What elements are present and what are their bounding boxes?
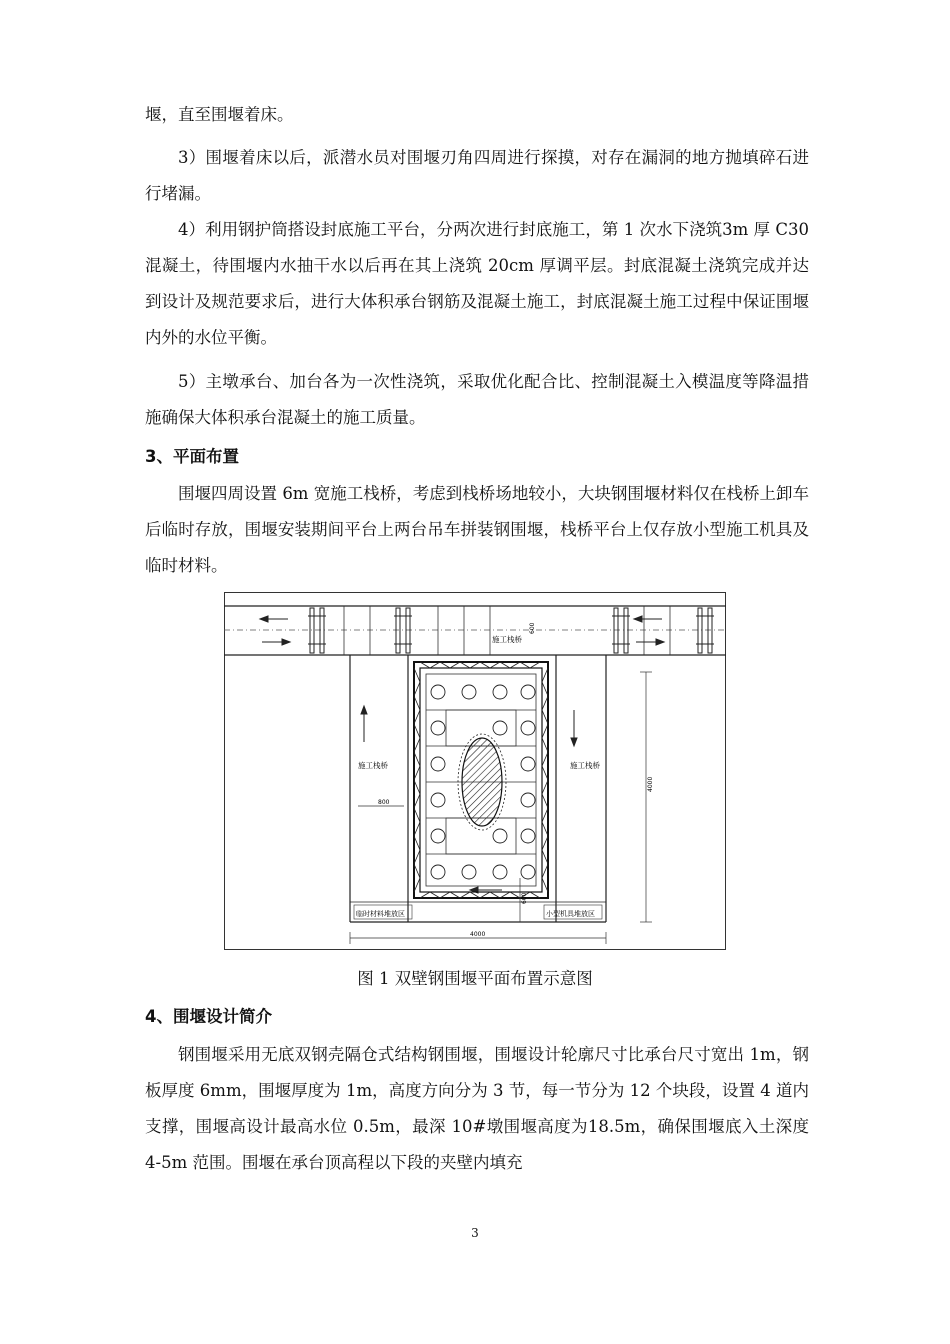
figure-caption: 图 1 双壁钢围堰平面布置示意图	[357, 969, 593, 988]
paragraph-item-4: 4）利用钢护筒搭设封底施工平台，分两次进行封底施工，第 1 次水下浇筑3m 厚 C30 混凝土，待围堰内水抽干水以后再在其上浇筑 20cm 厚调平层。封底混凝土浇筑完成并达到设计及规范要求后，进行大体积承台钢筋及混凝土施工，封底混凝土施工过程中保证围堰内外的水位平衡。	[145, 220, 809, 347]
dim-right: 4000	[647, 776, 654, 792]
dim-left: 800	[378, 799, 390, 806]
paragraph-item-5: 5）主墩承台、加台各为一次性浇筑，采取优化配合比、控制混凝土入模温度等降温措施确保大体积承台混凝土的施工质量。	[145, 372, 809, 427]
layout-diagram	[224, 592, 726, 950]
label-storage-right: 小型机具堆放区	[546, 910, 595, 918]
dim-bottom-small: 600	[521, 892, 528, 904]
paragraph-layout: 围堰四周设置 6m 宽施工栈桥，考虑到栈桥场地较小，大块钢围堰材料仅在栈桥上卸车后临时存放，围堰安装期间平台上两台吊车拼装钢围堰，栈桥平台上仅存放小型施工机具及临时材料。	[145, 484, 809, 575]
section-heading-layout: 3、平面布置	[145, 447, 239, 466]
layout-diagram-svg	[224, 592, 726, 950]
dim-top: 600	[529, 622, 536, 634]
paragraph-design: 钢围堰采用无底双钢壳隔仓式结构钢围堰，围堰设计轮廓尺寸比承台尺寸宽出 1m，钢板厚度 6mm，围堰厚度为 1m，高度方向分为 3 节，每一节分为 12 个块段，设置 4 道内支撑，围堰高设计最高水位 0.5m，最深 10#墩围堰高度为18.5m，确保围堰底入土深度 4-5m 范围。围堰在承台顶高程以下段的夹壁内填充	[145, 1045, 809, 1172]
label-left-bridge: 施工栈桥	[358, 761, 388, 770]
paragraph-continuation: 堰，直至围堰着床。	[145, 105, 294, 124]
section-heading-design: 4、围堰设计简介	[145, 1007, 272, 1026]
dim-width: 4000	[470, 931, 486, 938]
label-top-bridge: 施工栈桥	[492, 635, 522, 644]
label-right-bridge: 施工栈桥	[570, 761, 600, 770]
label-storage-left: 临时材料堆放区	[356, 910, 405, 918]
page-number: 3	[471, 1226, 479, 1240]
paragraph-item-3: 3）围堰着床以后，派潜水员对围堰刃角四周进行探摸，对存在漏洞的地方抛填碎石进行堵漏。	[145, 148, 809, 203]
